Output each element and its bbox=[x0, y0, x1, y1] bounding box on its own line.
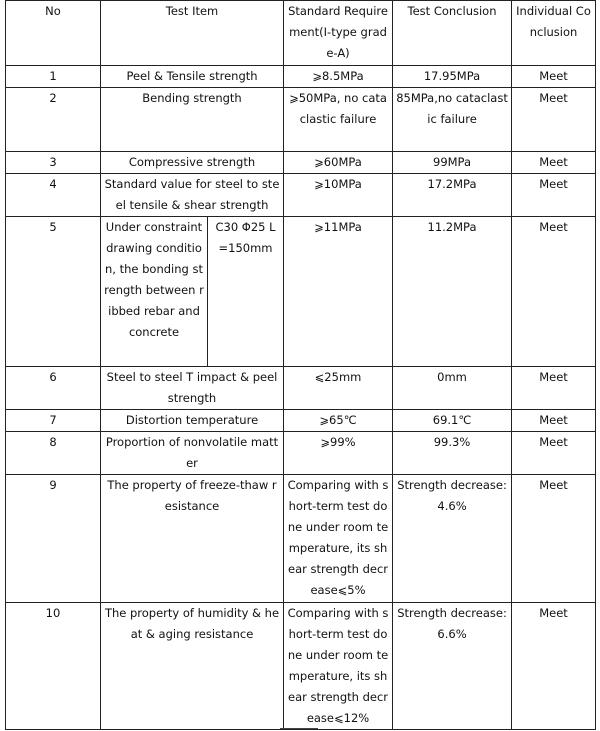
row-requirement: ⩾99% bbox=[284, 432, 393, 475]
row-conclusion: 0mm bbox=[393, 367, 512, 410]
header-requirement: Standard Requirement(I-type grade-A) bbox=[284, 1, 393, 66]
row-conclusion: 17.95MPa bbox=[393, 66, 512, 88]
row-requirement: ⩽25mm bbox=[284, 367, 393, 410]
row-requirement: ⩾50MPa, no cataclastic failure bbox=[284, 88, 393, 152]
row-test-item: The property of freeze-thaw resistance bbox=[101, 475, 284, 603]
table-row bbox=[6, 174, 596, 217]
table-row bbox=[6, 410, 596, 432]
header-test-conclusion: Test Conclusion bbox=[393, 1, 512, 66]
bottom-stub-line bbox=[280, 728, 318, 729]
row-no: 3 bbox=[6, 152, 101, 174]
row-individual: Meet bbox=[512, 410, 596, 432]
table-row bbox=[6, 367, 596, 410]
row-test-item: The property of humidity & heat & aging resistance bbox=[101, 603, 284, 730]
row-individual: Meet bbox=[512, 217, 596, 367]
row-conclusion: 17.2MPa bbox=[393, 174, 512, 217]
row-test-item: Distortion temperature bbox=[101, 410, 284, 432]
row-test-item: Peel & Tensile strength bbox=[101, 66, 284, 88]
row-individual: Meet bbox=[512, 174, 596, 217]
row-individual: Meet bbox=[512, 603, 596, 730]
row-no: 8 bbox=[6, 432, 101, 475]
row-no: 4 bbox=[6, 174, 101, 217]
row-no: 10 bbox=[6, 603, 101, 730]
row-conclusion: 99.3% bbox=[393, 432, 512, 475]
table-row bbox=[6, 603, 596, 730]
row-requirement: ⩾60MPa bbox=[284, 152, 393, 174]
row-requirement: ⩾65℃ bbox=[284, 410, 393, 432]
row-individual: Meet bbox=[512, 432, 596, 475]
row-individual: Meet bbox=[512, 367, 596, 410]
header-no: No bbox=[6, 1, 101, 66]
row-no: 7 bbox=[6, 410, 101, 432]
row-test-item: Steel to steel T impact & peel strength bbox=[101, 367, 284, 410]
table-row bbox=[6, 217, 596, 367]
row-conclusion: Strength decrease: 6.6% bbox=[393, 603, 512, 730]
row-no: 1 bbox=[6, 66, 101, 88]
row-individual: Meet bbox=[512, 88, 596, 152]
row-test-item: Proportion of nonvolatile matter bbox=[101, 432, 284, 475]
row-test-item: Bending strength bbox=[101, 88, 284, 152]
test-results-table bbox=[5, 0, 596, 730]
row-no: 2 bbox=[6, 88, 101, 152]
table-row bbox=[6, 432, 596, 475]
row-conclusion: 69.1℃ bbox=[393, 410, 512, 432]
row-conclusion: 11.2MPa bbox=[393, 217, 512, 367]
row-conclusion: 99MPa bbox=[393, 152, 512, 174]
row-requirement: ⩾8.5MPa bbox=[284, 66, 393, 88]
table-row bbox=[6, 88, 596, 152]
row-requirement: ⩾11MPa bbox=[284, 217, 393, 367]
row-individual: Meet bbox=[512, 66, 596, 88]
table-row bbox=[6, 152, 596, 174]
table-row bbox=[6, 66, 596, 88]
row-individual: Meet bbox=[512, 475, 596, 603]
row-conclusion: 85MPa,no cataclastic failure bbox=[393, 88, 512, 152]
row-no: 5 bbox=[6, 217, 101, 367]
header-test-item: Test Item bbox=[101, 1, 284, 66]
row-requirement: Comparing with short-term test done under room temperature, its shear strength decrease⩽5% bbox=[284, 475, 393, 603]
row-test-item: Under constraint drawing condition, the bonding strength between ribbed rebar and concrete bbox=[101, 217, 208, 367]
row-requirement: ⩾10MPa bbox=[284, 174, 393, 217]
table-row bbox=[6, 475, 596, 603]
row-requirement: Comparing with short-term test done under room temperature, its shear strength decrease⩽12% bbox=[284, 603, 393, 730]
row-no: 6 bbox=[6, 367, 101, 410]
header-row bbox=[6, 1, 596, 66]
row-test-item-spec: C30 Φ25 L=150mm bbox=[208, 217, 284, 367]
row-test-item: Standard value for steel to steel tensile & shear strength bbox=[101, 174, 284, 217]
header-individual-conclusion: Individual Conclusion bbox=[512, 1, 596, 66]
row-individual: Meet bbox=[512, 152, 596, 174]
row-test-item: Compressive strength bbox=[101, 152, 284, 174]
row-no: 9 bbox=[6, 475, 101, 603]
row-conclusion: Strength decrease: 4.6% bbox=[393, 475, 512, 603]
